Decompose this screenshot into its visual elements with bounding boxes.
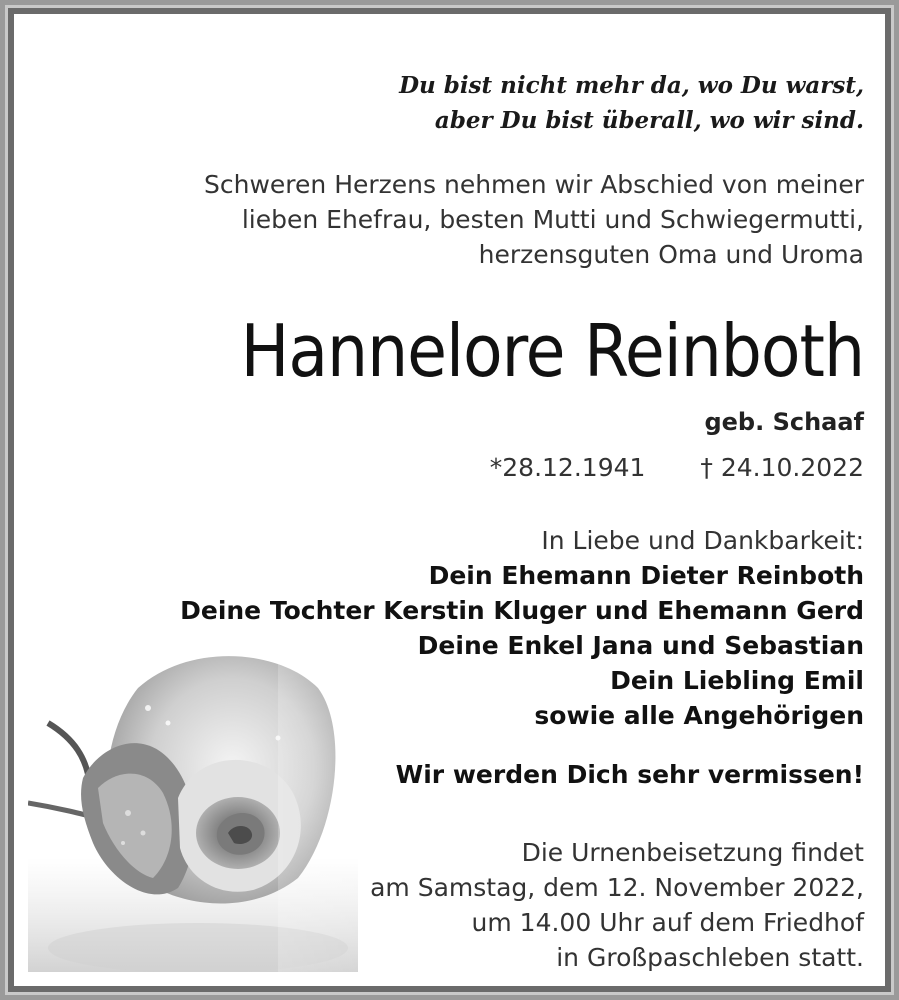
funeral-line-4: in Großpaschleben statt. (556, 943, 864, 972)
funeral-line-3: um 14.00 Uhr auf dem Friedhof (471, 908, 864, 937)
maiden-name: geb. Schaaf (704, 408, 864, 436)
quote-line-2: aber Du bist überall, wo wir sind. (434, 107, 864, 134)
death-date: † 24.10.2022 (700, 453, 864, 482)
funeral-line-1: Die Urnenbeisetzung findet (521, 838, 864, 867)
obituary-frame (5, 5, 894, 995)
intro-line-1: Schweren Herzens nehmen wir Abschied von meiner (204, 170, 864, 199)
quote-line-1: Du bist nicht mehr da, wo Du warst, (399, 72, 864, 99)
funeral-notice (264, 835, 864, 972)
mourner-line: Deine Enkel Jana und Sebastian (417, 631, 864, 660)
mourner-line: sowie alle Angehörigen (534, 701, 864, 730)
mourner-line: Dein Liebling Emil (610, 666, 864, 695)
obituary-card (28, 28, 871, 972)
closing-line: Wir werden Dich sehr vermissen! (395, 760, 864, 789)
intro-line-2: lieben Ehefrau, besten Mutti und Schwiegermutti, (241, 205, 864, 234)
mourners-heading: In Liebe und Dankbarkeit: (541, 526, 864, 555)
mourners-list (104, 558, 864, 733)
mourner-line: Deine Tochter Kerstin Kluger und Ehemann Gerd (180, 596, 864, 625)
funeral-line-2: am Samstag, dem 12. November 2022, (370, 873, 864, 902)
life-dates (364, 452, 864, 484)
deceased-name: Hannelore Reinboth (240, 309, 864, 393)
birth-date: *28.12.1941 (489, 453, 646, 482)
intro-text (104, 167, 864, 272)
mourner-line: Dein Ehemann Dieter Reinboth (428, 561, 864, 590)
intro-line-3: herzensguten Oma und Uroma (478, 240, 864, 269)
memorial-quote (164, 68, 864, 138)
